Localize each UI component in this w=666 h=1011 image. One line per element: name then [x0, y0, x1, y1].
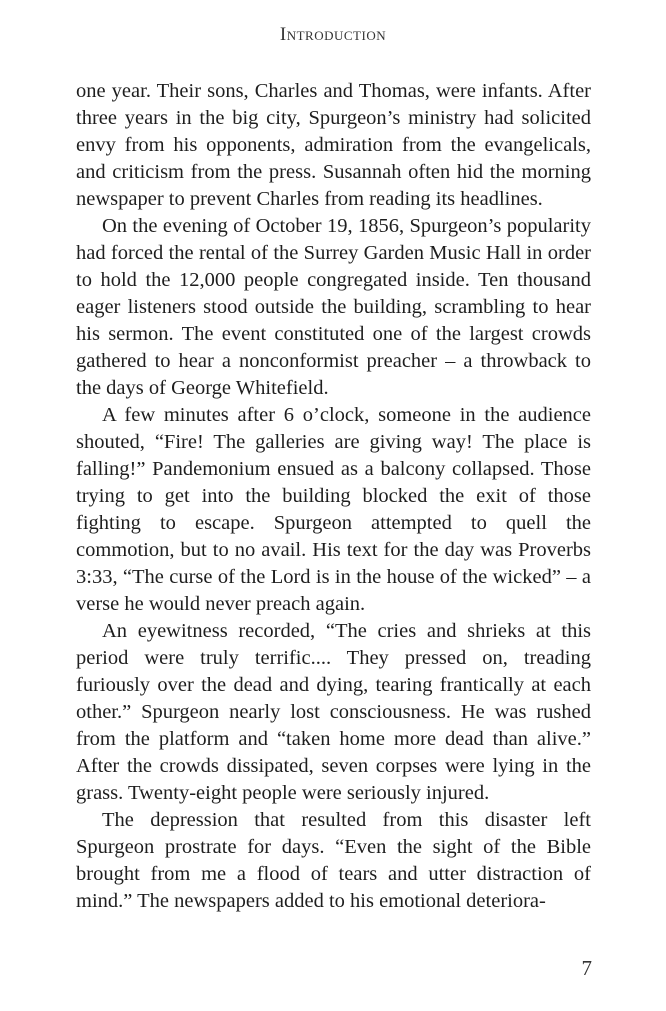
paragraph-4: An eyewitness recorded, “The cries and shrieks at this period were truly terrific.... They pressed on, treading furiously over the dead and dying, tearing frantically at each other.” Spurgeon nearly lost consciousness. He was rushed from the platform and “taken home more dead than alive.” After the crowds dissipated, seven corpses were lying in the grass. Twenty-eight people were seriously injured.: [76, 620, 591, 804]
paragraph-3: A few minutes after 6 o’clock, someone in the audience shouted, “Fire! The galleries are giving way! The place is falling!” Pandemonium ensued as a balcony collapsed. Those trying to get into the building blocked the exit of those fighting to escape. Spurgeon attempted to quell the commotion, but to no avail. His text for the day was Proverbs 3:33, “The curse of the Lord is in the house of the wicked” – a verse he would never preach again.: [76, 404, 591, 615]
paragraph-5: The depression that resulted from this disaster left Spurgeon prostrate for days. “Even the sight of the Bible brought from me a flood of tears and utter distraction of mind.” The newspapers added to his emotional deteriora-: [76, 809, 591, 912]
paragraph-1: one year. Their sons, Charles and Thomas, were infants. After three years in the big city, Spurgeon’s ministry had solicited envy from his opponents, admiration from the evangelicals, and criticism from the press. Susannah often hid the morning newspaper to prevent Charles from reading its headlines.: [76, 80, 591, 210]
running-head: Introduction: [279, 24, 387, 45]
body-text: [76, 78, 591, 915]
paragraph-2: On the evening of October 19, 1856, Spurgeon’s popularity had forced the rental of the Surrey Garden Music Hall in order to hold the 12,000 people congregated inside. Ten thousand eager listeners stood outside the building, scrambling to hear his sermon. The event constituted one of the largest crowds gathered to hear a nonconformist preacher – a throwback to the days of George Whitefield.: [76, 215, 591, 399]
page-number: 7: [581, 956, 592, 980]
